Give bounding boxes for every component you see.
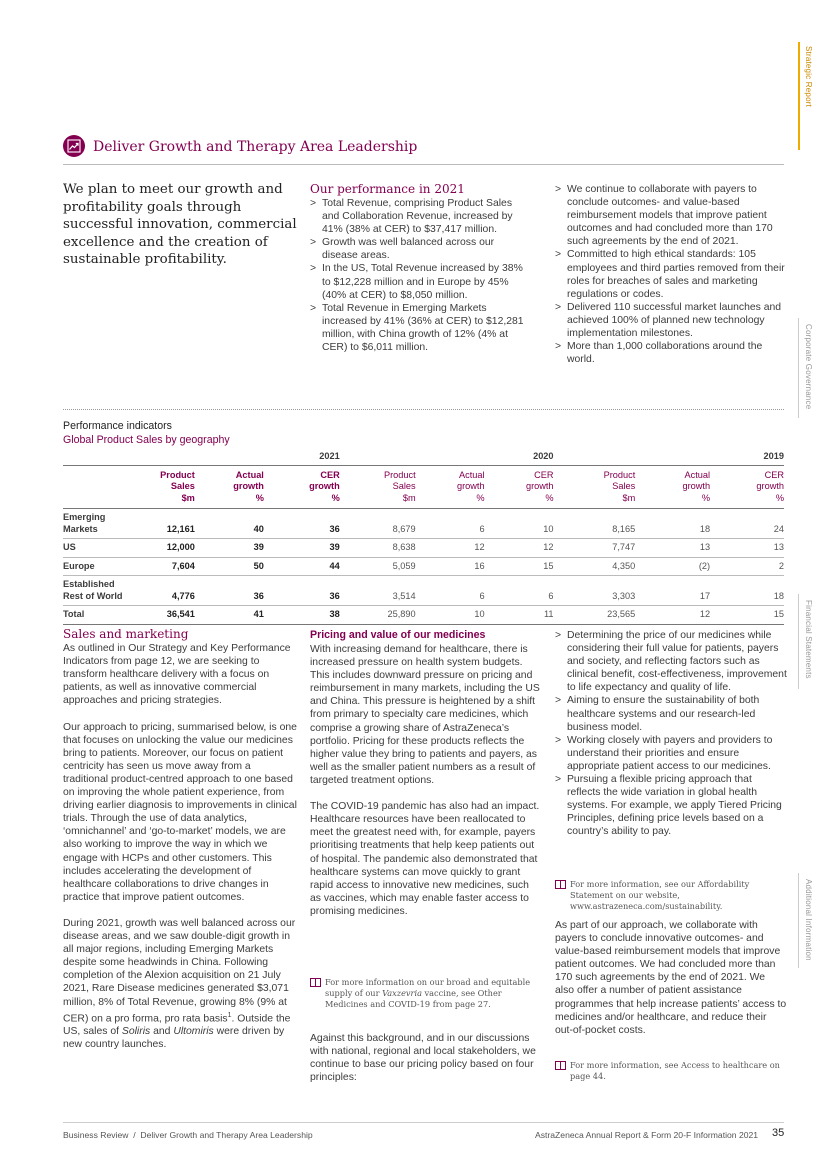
affordability-note: For more information, see our Affordability Statement on our website, www.astrazeneca.com/sustainability. bbox=[555, 879, 785, 912]
performance-list-right bbox=[555, 183, 785, 366]
table-cell: 39 bbox=[264, 539, 340, 558]
table-cell: 24 bbox=[710, 509, 784, 539]
table-title: Performance indicators bbox=[63, 420, 172, 432]
table-year-row bbox=[63, 451, 784, 465]
table-cell: 3,303 bbox=[554, 576, 636, 606]
sales-paragraph-3: During 2021, growth was well balanced across our disease areas, and we saw double-digit growth in all major regions, including Emerging Markets despite some headwinds in China. Following completion of the Alexion acquisition on 21 July 2021, Rare Disease medicines generated $3,071 million, 8% of Total Revenue, growing 8% (9% at CER) on a pro forma, pro rata basis$^1$. Outside the US, sales of Soliris and Ultomiris were driven by new country launches. bbox=[63, 917, 296, 1051]
table-cell: 15 bbox=[485, 557, 554, 576]
table-cell: 3,514 bbox=[340, 576, 416, 606]
table-row bbox=[63, 539, 784, 558]
table-cell: 6 bbox=[416, 576, 485, 606]
table-cell: 40 bbox=[195, 509, 264, 539]
table-cell: 5,059 bbox=[340, 557, 416, 576]
year-label: 2020 bbox=[485, 451, 554, 465]
section-title: Deliver Growth and Therapy Area Leadership bbox=[93, 139, 418, 155]
table-cell: 16 bbox=[416, 557, 485, 576]
table-cell: 12 bbox=[635, 606, 710, 625]
table-cell: 23,565 bbox=[554, 606, 636, 625]
list-item: > We continue to collaborate with payers to conclude outcomes- and value-based reimbursement models that improve patient outcomes and had concluded more than 170 such agreements by the end of 2021. bbox=[555, 183, 785, 248]
list-item: > Determining the price of our medicines while considering their full value for patients, payers and society, and reflecting factors such as clinical benefit, cost-effectiveness, improvement to life expectancy and quality of life. bbox=[555, 629, 787, 694]
side-nav-marker-strategic bbox=[798, 42, 800, 150]
list-item: > Working closely with payers and providers to understand their priorities and ensure appropriate patient access to our medicines. bbox=[555, 734, 787, 773]
footer-breadcrumb: Business Review / Deliver Growth and Therapy Area Leadership bbox=[63, 1130, 313, 1140]
list-item: > In the US, Total Revenue increased by 38% to $12,228 million and in Europe by 45% (40% at CER) to $8,050 million. bbox=[310, 262, 530, 301]
sales-paragraph-2: Our approach to pricing, summarised below, is one that focuses on unlocking the value our medicines bring to patients. Moreover, our focus on patient centricity has seen us move away from a traditional product-centred approach to one based on improving the whole patient experience, from driving earlier diagnosis to improvements in clinical trials. Through the use of data analytics, ‘omnichannel’ and ‘go-to-market’ models, we are also working to improve the way in which we engage with HCPs and other customers. This includes accelerating the development of healthcare collaborations to drive changes in practice that improve patient outcomes. bbox=[63, 721, 297, 903]
table-cell: 36,541 bbox=[126, 606, 195, 625]
sales-heading: Sales and marketing bbox=[63, 627, 189, 641]
table-cell: 41 bbox=[195, 606, 264, 625]
table-cell: 15 bbox=[710, 606, 784, 625]
table-cell: 11 bbox=[485, 606, 554, 625]
table-cell: 6 bbox=[416, 509, 485, 539]
table-cell: 38 bbox=[264, 606, 340, 625]
table-cell: 36 bbox=[264, 509, 340, 539]
table-cell: 4,350 bbox=[554, 557, 636, 576]
table-header-row bbox=[63, 465, 784, 509]
row-label: Europe bbox=[63, 557, 126, 576]
table-cell: 10 bbox=[485, 509, 554, 539]
list-item: > Total Revenue in Emerging Markets increased by 41% (36% at CER) to $12,281 million, with China growth of 12% (4% at CER) to $6,011 million. bbox=[310, 302, 530, 354]
list-item: > Committed to high ethical standards: 105 employees and third parties removed from their roles for breaches of sales and marketing regulations or codes. bbox=[555, 248, 785, 300]
row-label: US bbox=[63, 539, 126, 558]
table-cell: 12,000 bbox=[126, 539, 195, 558]
principles-paragraph: As part of our approach, we collaborate with payers to conclude innovative outcomes- and value-based reimbursement models that improve patient outcomes. We had concluded more than 170 such agreements by the end of 2021. We also offer a number of patient assistance programmes that help increase patients’ access to medicines and/or healthcare, and reduce their out-of-pocket costs. bbox=[555, 920, 787, 1036]
footer-report-title: AstraZeneca Annual Report & Form 20-F Information 2021 bbox=[535, 1130, 759, 1140]
table-cell: (2) bbox=[635, 557, 710, 576]
table-cell: 7,604 bbox=[126, 557, 195, 576]
table-cell: 17 bbox=[635, 576, 710, 606]
side-nav-marker-financial bbox=[798, 594, 799, 689]
column-header: Actual growth % bbox=[195, 465, 264, 509]
list-item: > Delivered 110 successful market launches and achieved 100% of planned new technology implementation milestones. bbox=[555, 301, 785, 340]
side-nav-corporate-governance[interactable]: Corporate Governance bbox=[804, 324, 813, 410]
table-cell: 36 bbox=[195, 576, 264, 606]
table-row bbox=[63, 509, 784, 539]
year-label: 2021 bbox=[264, 451, 340, 465]
table-cell: 25,890 bbox=[340, 606, 416, 625]
side-nav-marker-governance bbox=[798, 318, 799, 418]
growth-chart-icon bbox=[63, 135, 85, 157]
column-header: CER growth % bbox=[264, 465, 340, 509]
list-item: > Growth was well balanced across our disease areas. bbox=[310, 236, 530, 262]
side-nav-financial-statements[interactable]: Financial Statements bbox=[804, 600, 813, 679]
page-number: 35 bbox=[772, 1127, 785, 1139]
section-divider bbox=[63, 164, 784, 165]
table-cell: 18 bbox=[635, 509, 710, 539]
sales-body bbox=[63, 642, 298, 1064]
pricing-body bbox=[310, 643, 542, 931]
sales-paragraph-1: As outlined in Our Strategy and Key Performance Indicators from page 12, we are seeking to transform healthcare delivery with a focus on patients, as well as innovative commercial approaches and pricing strategies. bbox=[63, 643, 291, 707]
column-header: CER growth % bbox=[710, 465, 784, 509]
book-icon bbox=[555, 1061, 566, 1070]
performance-heading: Our performance in 2021 bbox=[310, 182, 465, 196]
table-row-total bbox=[63, 606, 784, 625]
row-label: Total bbox=[63, 606, 126, 625]
book-icon bbox=[310, 978, 321, 987]
table-cell: 2 bbox=[710, 557, 784, 576]
table-subtitle: Global Product Sales by geography bbox=[63, 434, 230, 446]
table-cell: 8,679 bbox=[340, 509, 416, 539]
table-cell: 39 bbox=[195, 539, 264, 558]
side-nav-additional-information[interactable]: Additional Information bbox=[804, 879, 813, 961]
column-header: Product Sales $m bbox=[126, 465, 195, 509]
pricing-paragraph-2: The COVID-19 pandemic has also had an impact. Healthcare resources have been reallocated to meet the greatest need with, for example, payers prioritising treatments that help keep patients out of hospital. The pandemic also demonstrated that healthcare systems can move quickly to grant rapid access to innovative new medicines, such as vaccines, which may enable faster access to promising medicines. bbox=[310, 801, 540, 917]
pricing-heading: Pricing and value of our medicines bbox=[310, 629, 486, 641]
table-cell: 12,161 bbox=[126, 509, 195, 539]
year-label: 2019 bbox=[710, 451, 784, 465]
list-item: > Total Revenue, comprising Product Sales and Collaboration Revenue, increased by 41% (38% at CER) to $37,417 million. bbox=[310, 197, 530, 236]
list-item: > Aiming to ensure the sustainability of both healthcare systems and our research-led business model. bbox=[555, 694, 787, 733]
column-header: Actual growth % bbox=[416, 465, 485, 509]
column-header: Product Sales $m bbox=[554, 465, 636, 509]
footer-divider bbox=[63, 1122, 784, 1123]
list-item: > Pursuing a flexible pricing approach that reflects the wide variation in global health systems. For example, we apply Tiered Pricing Principles, defining price levels based on a country’s ability to pay. bbox=[555, 773, 787, 838]
table-cell: 13 bbox=[635, 539, 710, 558]
performance-table bbox=[63, 451, 784, 625]
side-nav-strategic-report[interactable]: Strategic Report bbox=[804, 46, 813, 108]
table-cell: 13 bbox=[710, 539, 784, 558]
table-row bbox=[63, 576, 784, 606]
table-cell: 18 bbox=[710, 576, 784, 606]
table-cell: 8,638 bbox=[340, 539, 416, 558]
list-item: > More than 1,000 collaborations around the world. bbox=[555, 340, 785, 366]
pricing-paragraph-3: Against this background, and in our discussions with national, regional and local stakeholders, we continue to base our pricing policy based on four principles: bbox=[310, 1033, 536, 1084]
column-header: CER growth % bbox=[485, 465, 554, 509]
lead-paragraph: We plan to meet our growth and profitability goals through successful innovation, commercial excellence and the creation of sustainable profitability. bbox=[63, 182, 297, 267]
pricing-paragraph-1: With increasing demand for healthcare, there is increased pressure on health system budgets. This includes downward pressure on pricing and reimbursement in many markets, including the US and China. This pressure is heightened by a shift from primary to specialty care medicines, which comprise a growing share of AstraZeneca’s portfolio. Pricing for these products reflects the higher value they bring to patients and payers, as well as the smaller patient numbers as a result of targeted treatment options. bbox=[310, 644, 540, 786]
dotted-divider bbox=[63, 409, 784, 410]
table-cell: 4,776 bbox=[126, 576, 195, 606]
table-cell: 50 bbox=[195, 557, 264, 576]
row-label: Emerging Markets bbox=[63, 509, 126, 539]
table-cell: 10 bbox=[416, 606, 485, 625]
pricing-principles-list bbox=[555, 629, 787, 839]
row-label: Established Rest of World bbox=[63, 576, 126, 606]
table-cell: 6 bbox=[485, 576, 554, 606]
side-nav-marker-additional bbox=[798, 873, 799, 968]
performance-list bbox=[310, 197, 530, 354]
table-row bbox=[63, 557, 784, 576]
table-cell: 12 bbox=[416, 539, 485, 558]
table-cell: 7,747 bbox=[554, 539, 636, 558]
table-cell: 44 bbox=[264, 557, 340, 576]
book-icon bbox=[555, 880, 566, 889]
access-note: For more information, see Access to healthcare on page 44. bbox=[555, 1060, 785, 1082]
column-header: Product Sales $m bbox=[340, 465, 416, 509]
table-cell: 12 bbox=[485, 539, 554, 558]
table-cell: 36 bbox=[264, 576, 340, 606]
column-header: Actual growth % bbox=[635, 465, 710, 509]
table-cell: 8,165 bbox=[554, 509, 636, 539]
vaxzevria-note: For more information on our broad and equitable supply of our Vaxzevria vaccine, see Other Medicines and COVID-19 from page 27. bbox=[310, 977, 540, 1010]
